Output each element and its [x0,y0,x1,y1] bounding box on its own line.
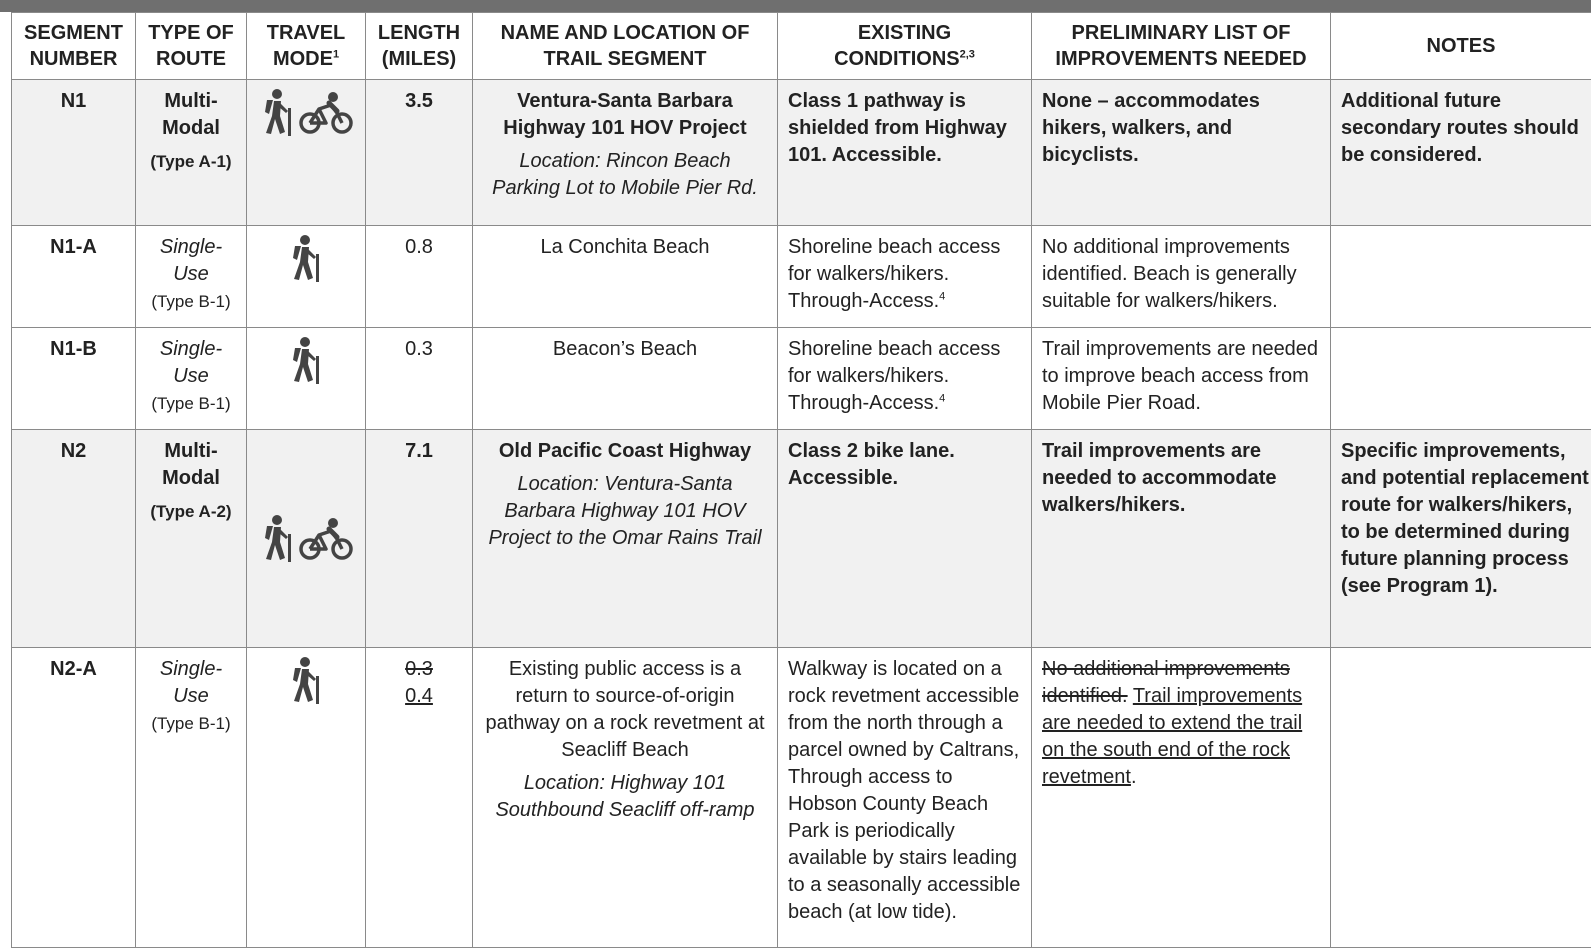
hiker-icon [287,656,325,706]
hiker-icon [287,234,325,284]
improvements-added: Trail improvements are needed to extend the trail on the south end of the rock revetment [1042,685,1302,788]
route-type-main: Single-Use [160,658,222,707]
hiker-icon [259,88,297,138]
notes: Specific improvements, and potential replacement route for walkers/hikers, to be determined during future planning process (see Program 1). [1331,430,1591,648]
existing-conditions: Class 1 pathway is shielded from Highway 101. Accessible. [778,80,1032,226]
travel-mode [247,328,366,430]
length-old: 0.3 [376,656,462,683]
notes: Additional future secondary routes should be considered. [1331,80,1591,226]
segment-number: N1-B [12,328,136,430]
improvements: Trail improvements are needed to accommodate walkers/hikers. [1032,430,1331,648]
length: 3.5 [366,80,473,226]
improvements: No additional improvements identified. Beach is generally suitable for walkers/hikers. [1032,226,1331,328]
travel-mode [247,430,366,648]
header-travel-footnote: 1 [333,48,339,60]
travel-mode [247,648,366,948]
header-improvements: PRELIMINARY LIST OF IMPROVEMENTS NEEDED [1032,13,1331,80]
segment-name-text: Old Pacific Coast Highway [499,440,751,462]
existing-conditions: Class 2 bike lane. Accessible. [778,430,1032,648]
header-type: TYPE OF ROUTE [136,13,247,80]
segment-number: N1 [12,80,136,226]
existing-text: Shoreline beach access for walkers/hikers. Through-Access. [788,236,1000,312]
header-row [12,13,1591,80]
route-type-sub: (Type A-2) [146,498,236,525]
travel-mode [247,226,366,328]
route-type-main: Single-Use [160,338,222,387]
segment-name: Beacon’s Beach [473,328,778,430]
header-length: LENGTH (MILES) [366,13,473,80]
bicycle-icon [299,517,353,561]
header-bar [0,0,1591,12]
route-type-sub: (Type A-1) [146,148,236,175]
length: 7.1 [366,430,473,648]
segment-location: Location: Highway 101 Southbound Seacliff off-ramp [483,770,767,824]
route-type [136,328,247,430]
table-row [12,430,1591,648]
header-name: NAME AND LOCATION OF TRAIL SEGMENT [473,13,778,80]
route-type-sub: (Type B-1) [146,288,236,315]
existing-footnote: 4 [939,392,945,404]
hiker-icon [259,514,297,564]
route-type [136,226,247,328]
header-existing-footnote: 2,3 [960,48,975,60]
existing-footnote: 4 [939,290,945,302]
trail-segments-table [11,12,1591,948]
header-existing [778,13,1032,80]
table-row [12,328,1591,430]
improvements: None – accommodates hikers, walkers, and bicyclists. [1032,80,1331,226]
segment-number: N2-A [12,648,136,948]
segment-name [473,80,778,226]
notes [1331,648,1591,948]
route-type-sub: (Type B-1) [146,390,236,417]
existing-conditions [778,226,1032,328]
bicycle-icon [299,91,353,135]
improvements [1032,648,1331,948]
travel-mode [247,80,366,226]
table-row [12,648,1591,948]
header-segment: SEGMENT NUMBER [12,13,136,80]
hiker-icon [287,336,325,386]
improvements: Trail improvements are needed to improve beach access from Mobile Pier Road. [1032,328,1331,430]
table-row [12,226,1591,328]
length: 0.3 [366,328,473,430]
header-existing-label: EXISTING CONDITIONS [834,22,960,70]
route-type-main: Multi-Modal [162,440,220,489]
segment-location: Location: Rincon Beach Parking Lot to Mobile Pier Rd. [483,148,767,202]
segment-number: N1-A [12,226,136,328]
route-type [136,648,247,948]
route-type [136,430,247,648]
route-type-main: Multi-Modal [162,90,220,139]
route-type [136,80,247,226]
segment-name-text: Ventura-Santa Barbara Highway 101 HOV Project [503,90,746,139]
segment-name [473,648,778,948]
notes [1331,226,1591,328]
route-type-sub: (Type B-1) [146,710,236,737]
segment-name-text: Existing public access is a return to source-of-origin pathway on a rock revetment at Seacliff Beach [485,658,764,761]
length: 0.8 [366,226,473,328]
table-row [12,80,1591,226]
length [366,648,473,948]
existing-conditions [778,328,1032,430]
improvements-struck: No additional improvements identified. [1042,658,1290,707]
segment-location: Location: Ventura-Santa Barbara Highway 101 HOV Project to the Omar Rains Trail [483,471,767,552]
existing-text: Shoreline beach access for walkers/hikers. Through-Access. [788,338,1000,414]
header-travel [247,13,366,80]
notes [1331,328,1591,430]
existing-conditions: Walkway is located on a rock revetment accessible from the north through a parcel owned by Caltrans, Through access to Hobson County Beach Park is periodically available by stairs leading to a seasonally accessible beach (at low tide). [778,648,1032,948]
route-type-main: Single-Use [160,236,222,285]
header-notes: NOTES [1331,13,1591,80]
segment-number: N2 [12,430,136,648]
segment-name: La Conchita Beach [473,226,778,328]
header-travel-label: TRAVEL MODE [267,22,346,70]
segment-name [473,430,778,648]
improvements-end: . [1131,766,1137,788]
length-new: 0.4 [376,683,462,710]
